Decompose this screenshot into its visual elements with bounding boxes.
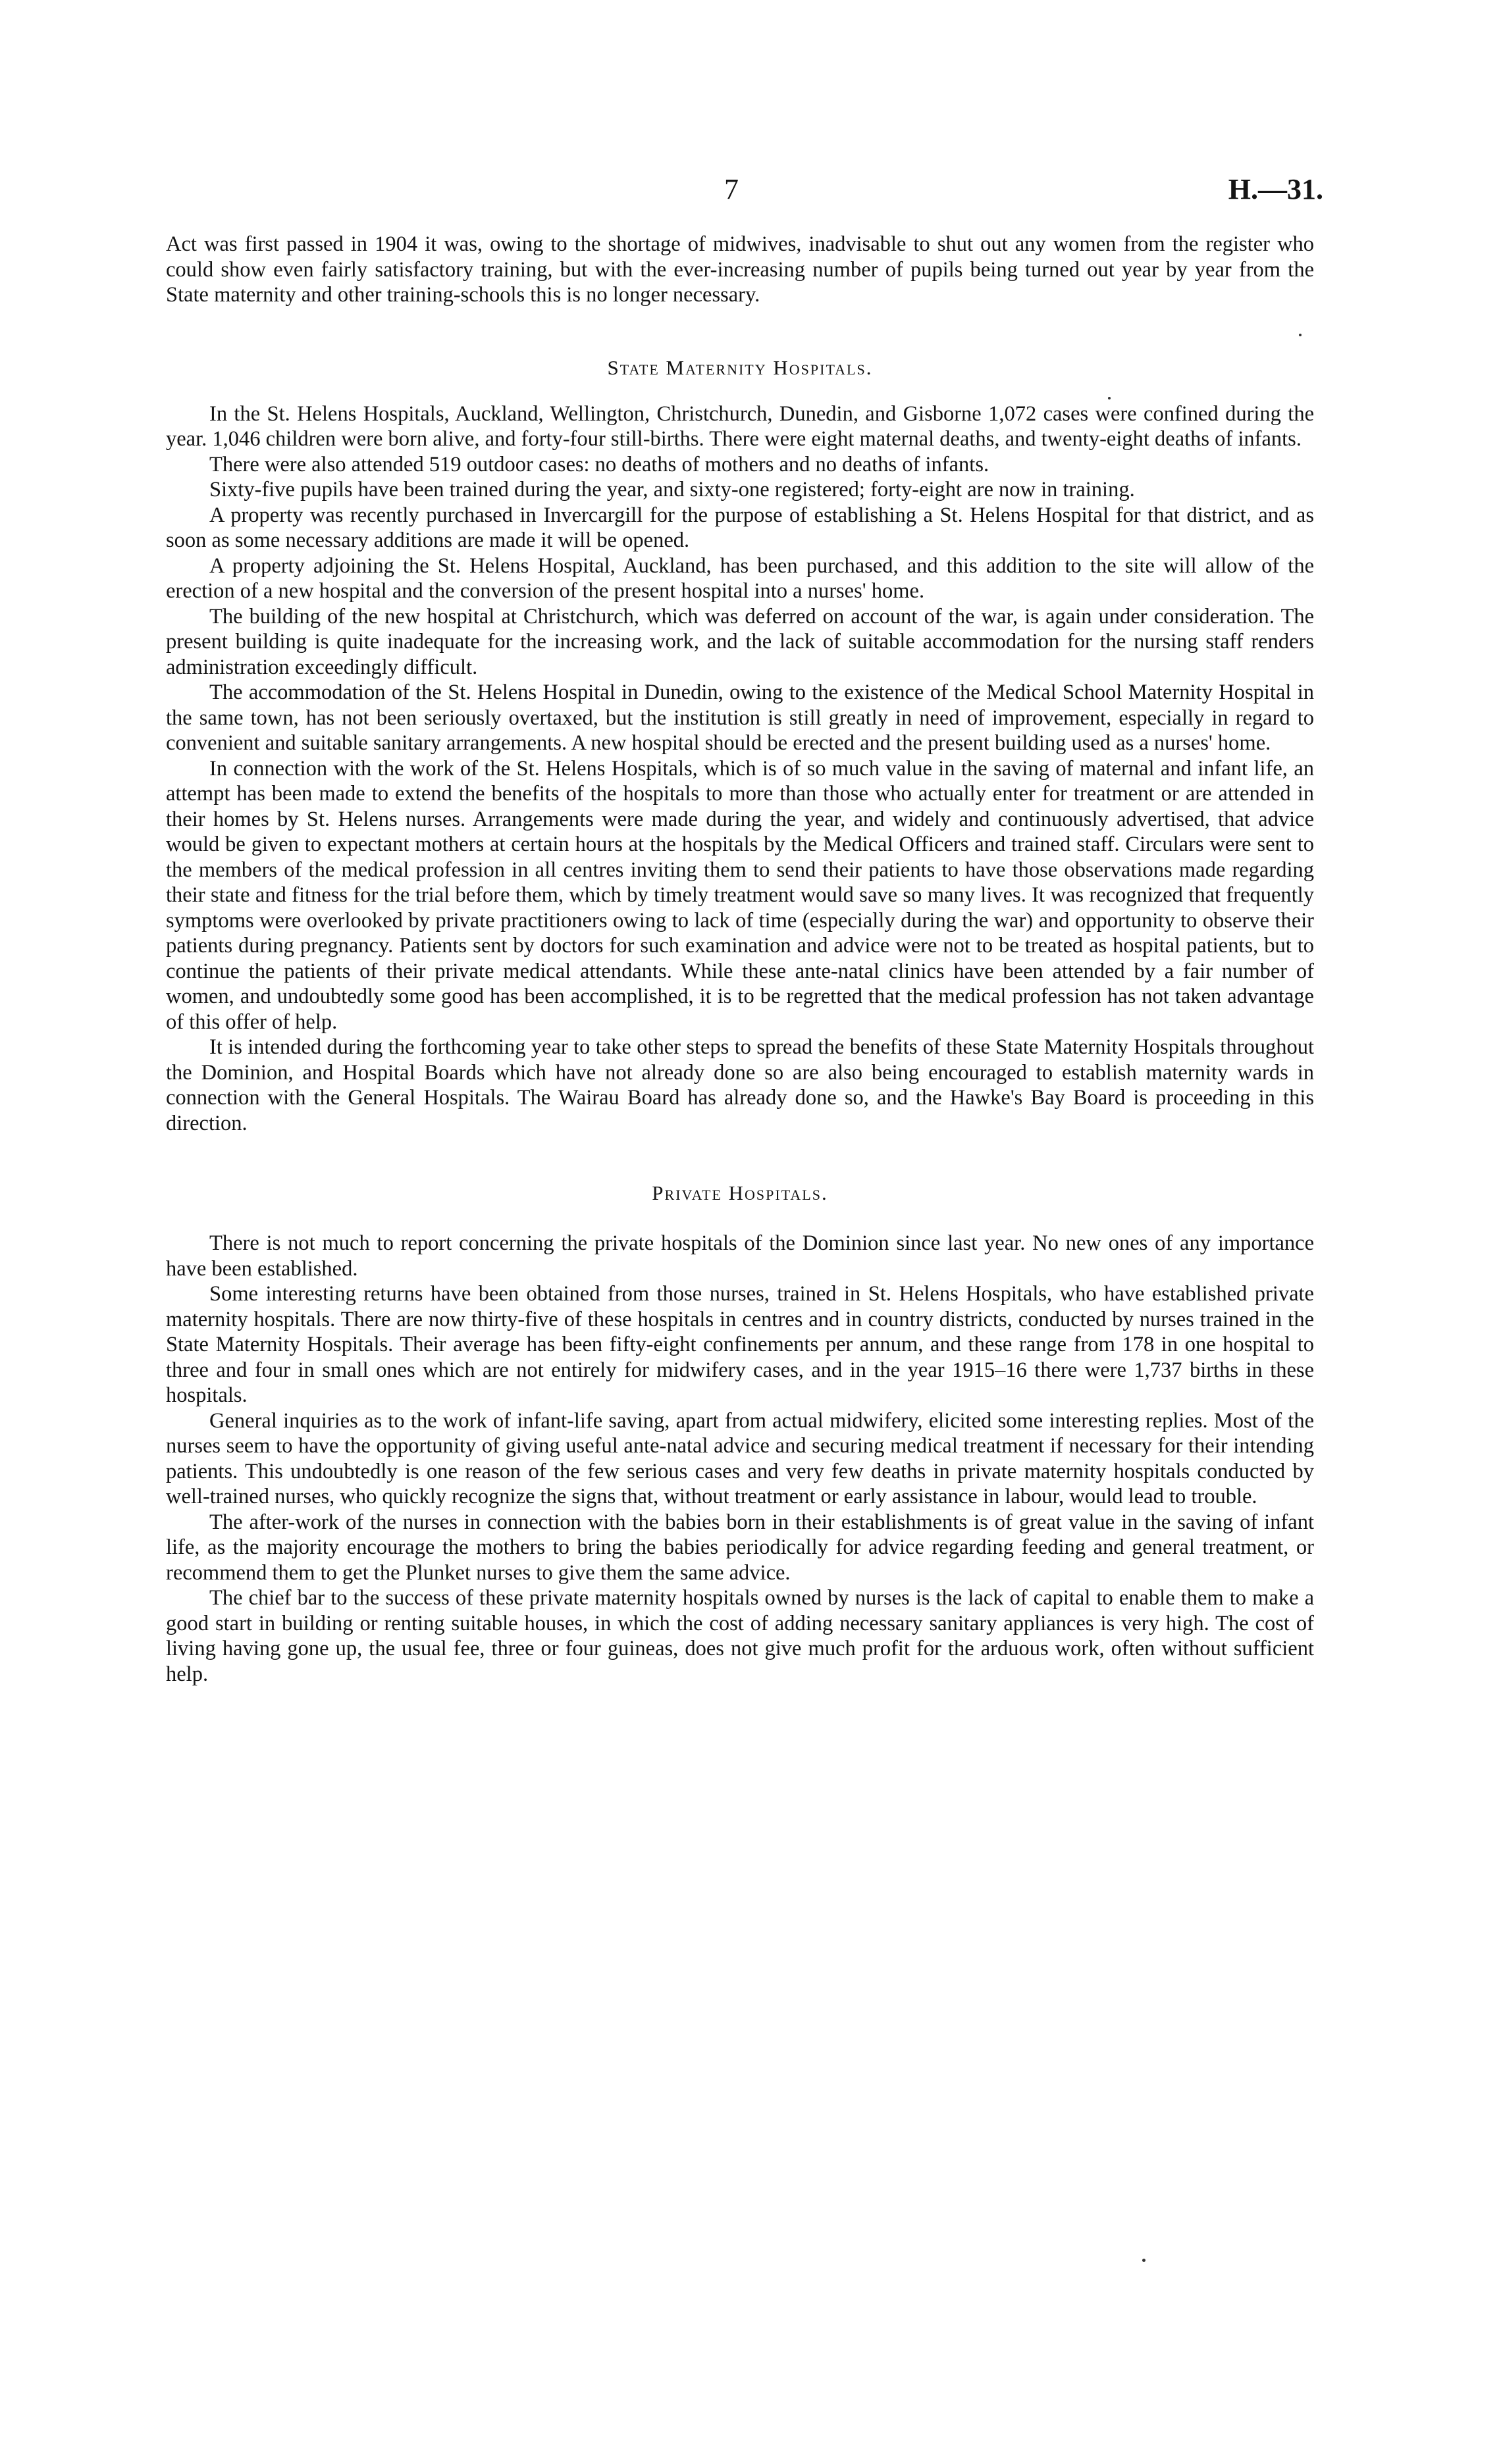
state-maternity-section: [166, 401, 1314, 1137]
paragraph: In connection with the work of the St. Helens Hospitals, which is of so much value in the saving of maternal and infant life, an attempt has been made to extend the benefits of the hospitals to more than those who actually enter for treatment or are attended in their homes by St. Helens nurses. Arrangements were made during the year, and widely and continuously advertised, that advice would be given to expectant mothers at certain hours at the hospitals by the Medical Officers and trained staff. Circulars were sent to the members of the medical profession in all centres inviting them to send their patients to have those observations made regarding their state and fitness for the trial before them, which by timely treatment would save so many lives. It was recognized that frequently symptoms were overlooked by private practitioners owing to lack of time (especially during the war) and opportunity to observe their patients during pregnancy. Patients sent by doctors for such examination and advice were not to be treated as hospital patients, but to continue the patients of their private medical attendants. While these ante-natal clinics have been attended by a fair number of women, and undoubtedly some good has been accomplished, it is to be regretted that the medical profession has not taken advantage of this offer of help.: [166, 756, 1314, 1034]
intro-paragraph: Act was first passed in 1904 it was, owing to the shortage of midwives, inadvisable to shut out any women from the register who could show even fairly satisfactory training, but with the ever-increasing number of pupils being turned out year by year from the State maternity and other training-schools this is no longer necessary.: [166, 232, 1314, 307]
paragraph: It is intended during the forthcoming year to take other steps to spread the benefits of these State Maternity Hospitals throughout the Dominion, and Hospital Boards which have not already done so are also being encouraged to establish maternity wards in connection with the General Hospitals. The Wairau Board has already done so, and the Hawke's Bay Board is proceeding in this direction.: [166, 1035, 1314, 1135]
paragraph: There is not much to report concerning the private hospitals of the Dominion since last year. No new ones of any importance have been established.: [166, 1231, 1314, 1281]
private-hospitals-section: [166, 1231, 1314, 1687]
ink-speck: [1142, 2259, 1146, 2262]
paragraph: The after-work of the nurses in connection with the babies born in their establishments is of great value in the saving of infant life, as the majority encourage the mothers to bring the babies periodically for advice regarding feeding and general treatment, or recommend them to get the Plunket nurses to give them the same advice.: [166, 1510, 1314, 1585]
paragraph: The chief bar to the success of these private maternity hospitals owned by nurses is the lack of capital to enable them to make a good start in building or renting suitable houses, in which the cost of adding necessary sanitary appliances is very high. The cost of living having gone up, the usual fee, three or four guineas, does not give much profit for the arduous work, often without sufficient help.: [166, 1586, 1314, 1686]
paragraph: General inquiries as to the work of infant-life saving, apart from actual midwifery, elicited some interesting replies. Most of the nurses seem to have the opportunity of giving useful ante-natal advice and securing medical treatment if necessary for their intending patients. This undoubtedly is one reason of the few serious cases and very few deaths in private maternity hospitals conducted by well-trained nurses, who quickly recognize the signs that, without treatment or early assistance in labour, would lead to trouble.: [166, 1408, 1314, 1508]
paragraph: Sixty-five pupils have been trained during the year, and sixty-one registered; forty-eight are now in training.: [209, 478, 1135, 501]
paragraph: A property adjoining the St. Helens Hospital, Auckland, has been purchased, and this addition to the site will allow of the erection of a new hospital and the conversion of the present hospital into a nurses' home.: [166, 553, 1314, 603]
paragraph: There were also attended 519 outdoor cases: no deaths of mothers and no deaths of infants.: [209, 452, 989, 476]
ink-speck: [1108, 397, 1111, 399]
paragraph: In the St. Helens Hospitals, Auckland, Wellington, Christchurch, Dunedin, and Gisborne 1,072 cases were confined during the year. 1,046 children were born alive, and forty-four still-births. There were eight maternal deaths, and twenty-eight deaths of infants.: [166, 401, 1314, 451]
ink-speck: [1299, 334, 1302, 336]
section-heading-state-maternity: State Maternity Hospitals.: [607, 355, 873, 379]
section-heading-private-hospitals: Private Hospitals.: [652, 1181, 828, 1204]
paragraph: The building of the new hospital at Christchurch, which was deferred on account of the war, is again under consideration. The present building is quite inadequate for the increasing work, and the lack of suitable accommodation for the nursing staff renders administration exceedingly difficult.: [166, 604, 1314, 679]
document-reference: H.—31.: [1228, 173, 1323, 205]
paragraph: Some interesting returns have been obtained from those nurses, trained in St. Helens Hospitals, who have established private maternity hospitals. There are now thirty-five of these hospitals in centres and in country districts, conducted by nurses trained in the State Maternity Hospitals. Their average has been fifty-eight confinements per annum, and these range from 178 in one hospital to three and four in small ones which are not entirely for midwifery cases, and in the year 1915–16 there were 1,737 births in these hospitals.: [166, 1282, 1314, 1407]
page-body: [166, 232, 1314, 1687]
page-header: [0, 172, 1501, 212]
paragraph: A property was recently purchased in Invercargill for the purpose of establishing a St. Helens Hospital for that district, and as soon as some necessary additions are made it will be opened.: [166, 503, 1314, 552]
paragraph: The accommodation of the St. Helens Hospital in Dunedin, owing to the existence of the Medical School Maternity Hospital in the same town, has not been seriously overtaxed, but the institution is still greatly in need of improvement, especially in regard to convenient and suitable sanitary arrangements. A new hospital should be erected and the present building used as a nurses' home.: [166, 680, 1314, 755]
page-number: 7: [724, 173, 739, 205]
